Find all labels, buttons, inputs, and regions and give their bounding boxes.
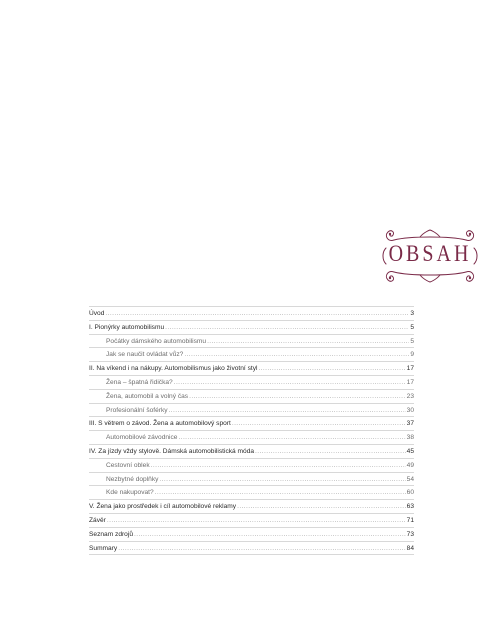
toc-entry-page-number: 54 [406, 475, 414, 483]
toc-entry[interactable] [89, 500, 414, 514]
toc-entry-page-number: 71 [406, 516, 414, 524]
toc-entry-page-number: 9 [410, 351, 414, 359]
toc-entry-label: Profesionální šoférky [106, 406, 168, 414]
toc-entry-label: Cestovní oblek [106, 461, 150, 469]
toc-entry[interactable] [89, 376, 414, 390]
toc-dot-leader [207, 335, 409, 349]
toc-dot-leader [151, 459, 406, 473]
toc-entry[interactable] [89, 362, 414, 376]
toc-entry[interactable] [89, 486, 414, 500]
toc-entry-label: Automobilové závodnice [106, 434, 178, 442]
toc-entry-page-number: 73 [406, 530, 414, 538]
toc-entry[interactable] [89, 431, 414, 445]
toc-dot-leader [189, 390, 406, 404]
toc-entry-page-number: 84 [406, 544, 414, 552]
toc-dot-leader [134, 528, 406, 542]
toc-entry[interactable] [89, 348, 414, 362]
toc-entry-page-number: 30 [406, 406, 414, 414]
toc-entry[interactable] [89, 307, 414, 321]
toc-entry-page-number: 17 [406, 365, 414, 373]
toc-entry-page-number: 37 [406, 420, 414, 428]
toc-entry-label: Nezbytné doplňky [106, 475, 159, 483]
toc-entry-label: Závěr [89, 516, 106, 524]
toc-dot-leader [184, 348, 409, 362]
toc-entry-page-number: 49 [406, 461, 414, 469]
toc-entry-label: Summary [89, 544, 118, 552]
toc-entry-label: Žena – špatná řidička? [106, 378, 173, 386]
toc-dot-leader [118, 542, 405, 556]
toc-dot-leader [159, 473, 405, 487]
toc-entry-label: Kde nakupovat? [106, 489, 154, 497]
toc-entry-label: II. Na víkend i na nákupy. Automobilismus jako životní styl [89, 365, 258, 373]
toc-entry[interactable] [89, 542, 414, 556]
toc-entry[interactable] [89, 404, 414, 418]
toc-dot-leader [107, 514, 406, 528]
toc-entry-label: Úvod [89, 310, 105, 317]
toc-entry-label: IV. Za jízdy vždy stylově. Dámská automobilistická móda [89, 447, 255, 455]
toc-dot-leader [237, 500, 406, 514]
obsah-heading-ornament [380, 224, 480, 290]
toc-entry-page-number: 5 [410, 337, 414, 345]
toc-entry[interactable] [89, 514, 414, 528]
toc-entry-page-number: 63 [406, 503, 414, 511]
toc-entry-label: Žena, automobil a volný čas [106, 392, 189, 400]
toc-entry-label: III. S větrem o závod. Žena a automobilový sport [89, 420, 231, 428]
toc-dot-leader [178, 431, 405, 445]
toc-entry-page-number: 45 [406, 447, 414, 455]
toc-entry-page-number: 23 [406, 392, 414, 400]
toc-dot-leader [105, 307, 409, 321]
contents-title: OBSAH [388, 241, 472, 267]
table-of-contents [89, 306, 414, 555]
toc-dot-leader [174, 376, 406, 390]
toc-dot-leader [255, 445, 406, 459]
toc-entry[interactable] [89, 473, 414, 487]
toc-dot-leader [169, 404, 406, 418]
toc-entry-label: Počátky dámského automobilismu [106, 337, 207, 345]
toc-dot-leader [155, 486, 406, 500]
toc-dot-leader [165, 321, 409, 335]
toc-entry[interactable] [89, 321, 414, 335]
toc-entry[interactable] [89, 390, 414, 404]
toc-dot-leader [258, 362, 405, 376]
toc-entry[interactable] [89, 335, 414, 349]
toc-entry[interactable] [89, 445, 414, 459]
toc-entry-label: Jak se naučit ovládat vůz? [106, 351, 184, 359]
toc-entry-label: V. Žena jako prostředek i cíl automobilové reklamy [89, 503, 237, 511]
toc-entry-page-number: 17 [406, 378, 414, 386]
toc-entry-page-number: 38 [406, 434, 414, 442]
toc-dot-leader [232, 417, 406, 431]
toc-entry[interactable] [89, 459, 414, 473]
toc-entry-page-number: 5 [410, 323, 414, 331]
toc-entry[interactable] [89, 528, 414, 542]
toc-entry-page-number: 60 [406, 489, 414, 497]
toc-entry-page-number: 3 [410, 310, 414, 317]
toc-entry-label: Seznam zdrojů [89, 530, 133, 538]
toc-entry[interactable] [89, 417, 414, 431]
toc-entry-label: I. Pionýrky automobilismu [89, 323, 165, 331]
